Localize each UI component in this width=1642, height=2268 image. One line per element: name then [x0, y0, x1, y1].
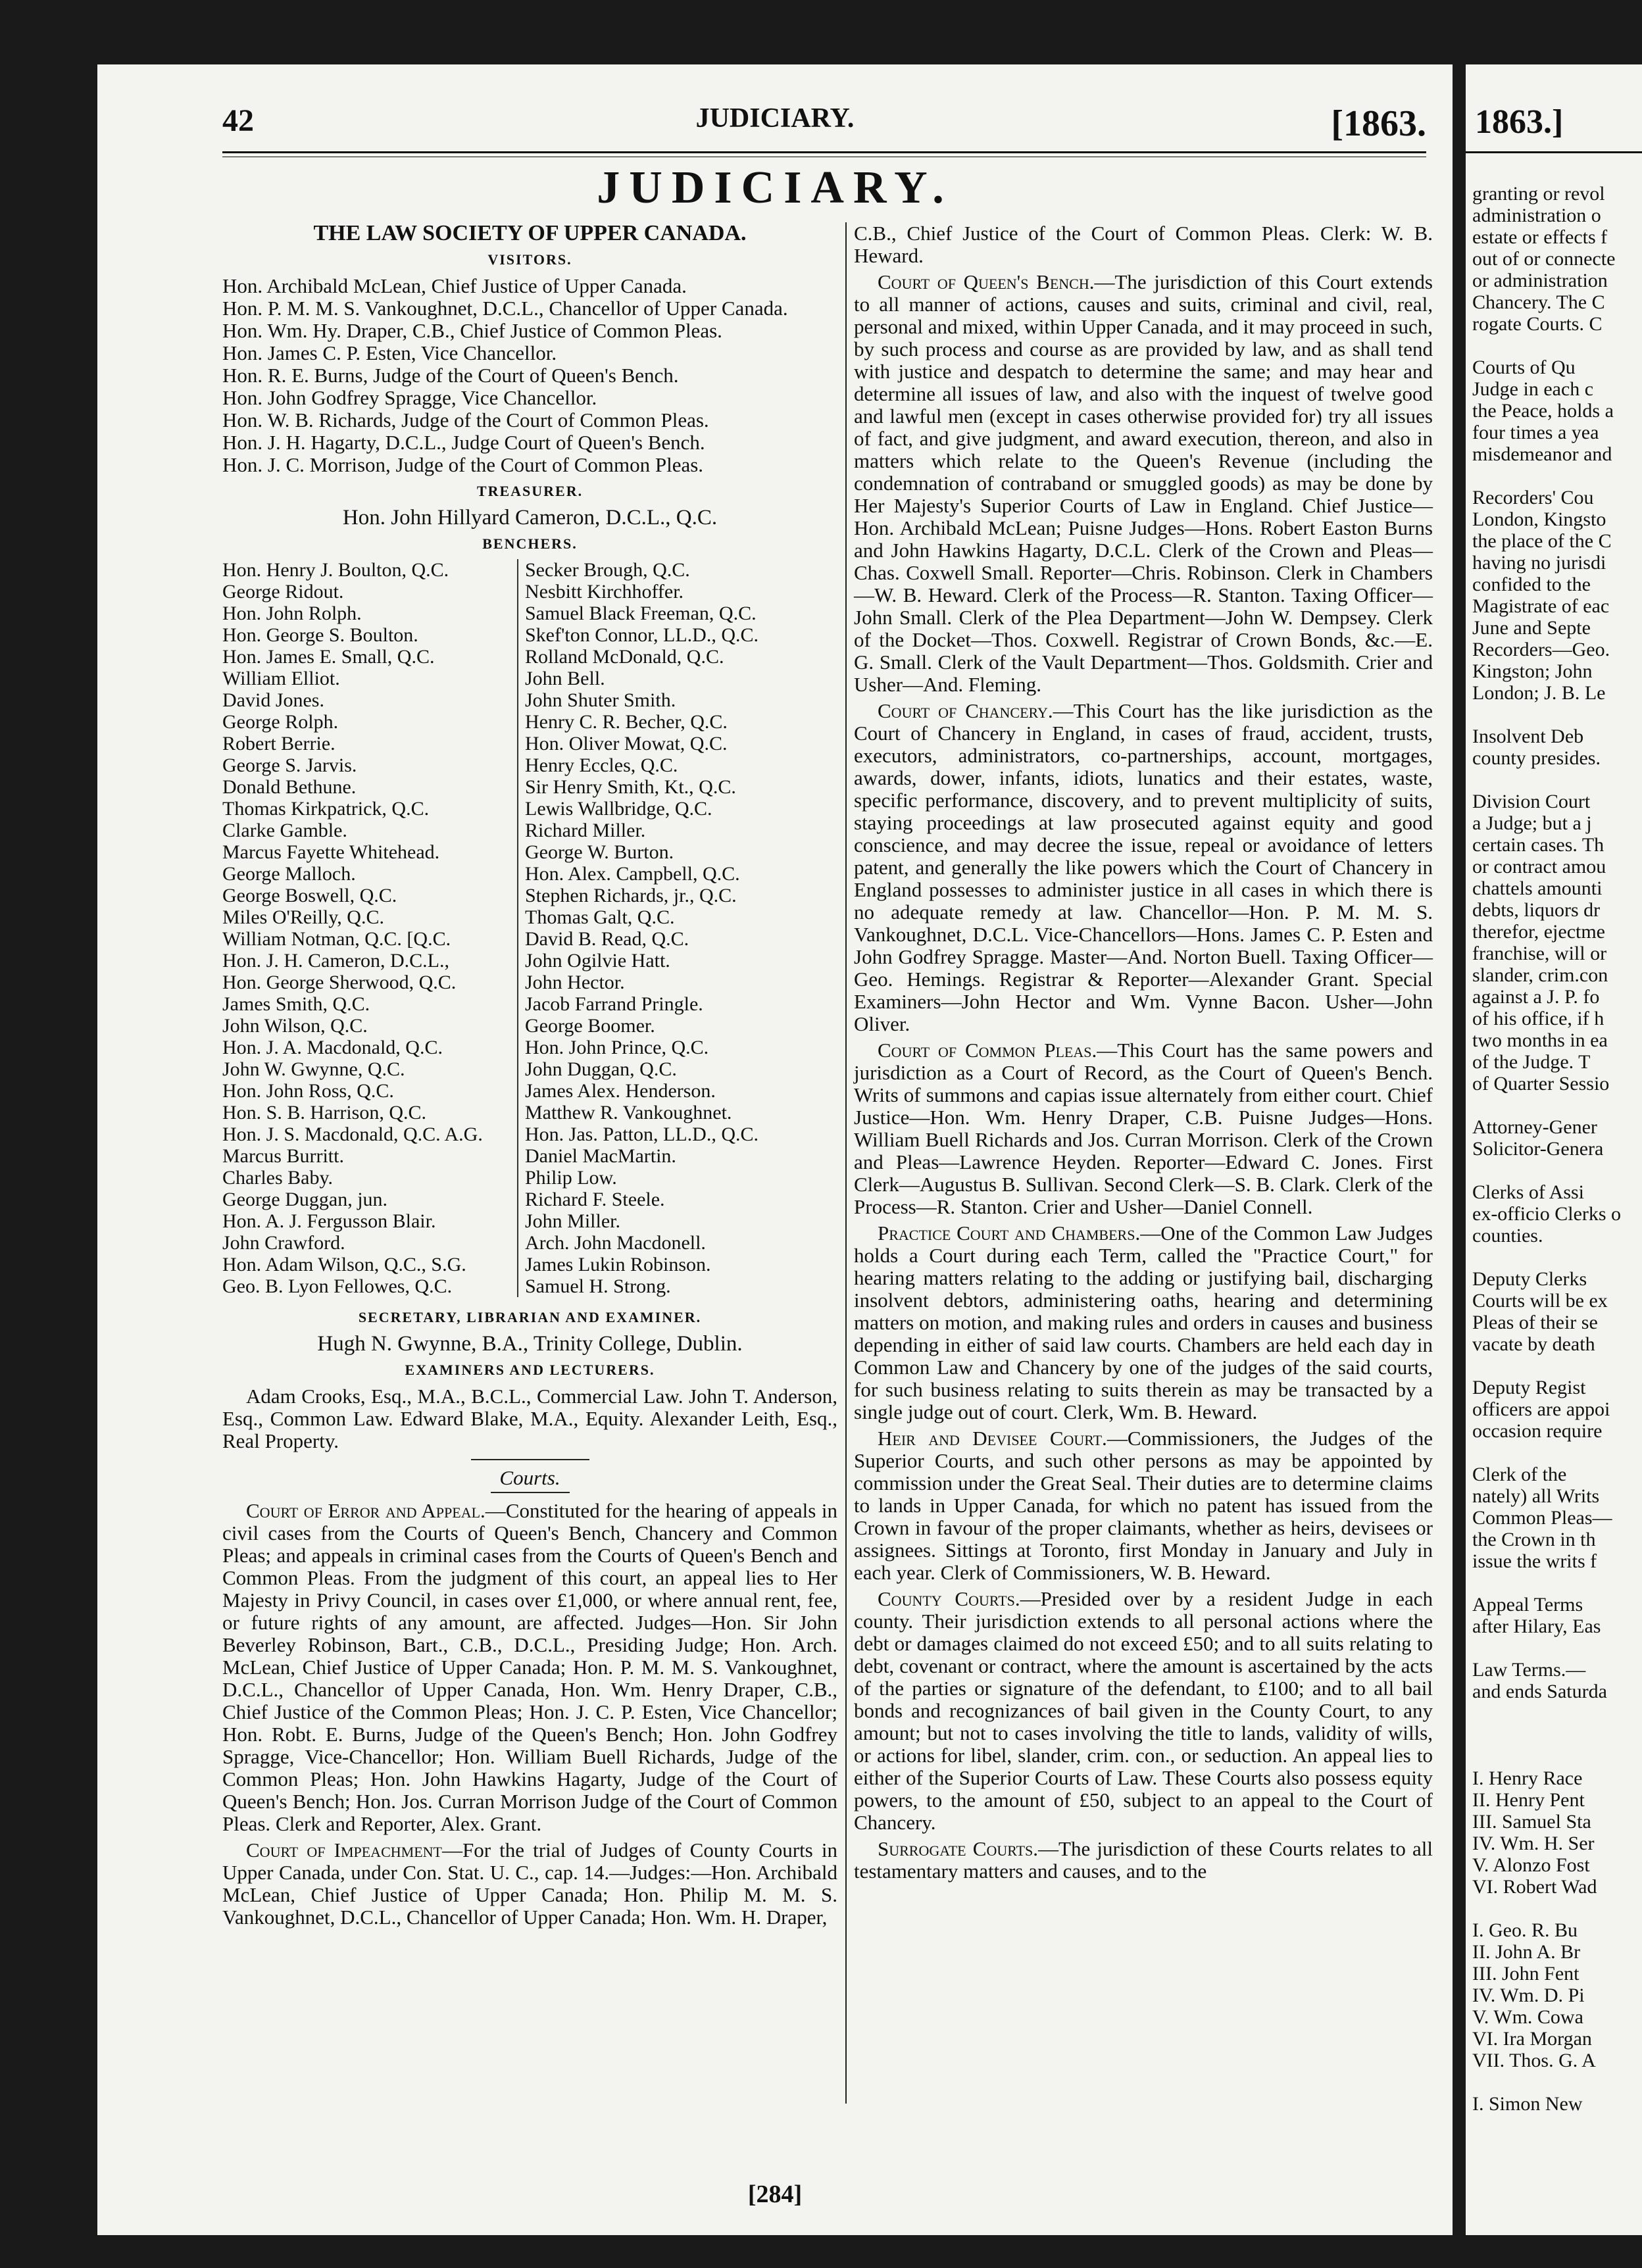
section-divider: [471, 1459, 589, 1460]
bencher-name: Richard Miller.: [525, 820, 646, 841]
examiners-heading: EXAMINERS AND LECTURERS.: [405, 1362, 655, 1378]
next-page-line: Magistrate of eac: [1472, 595, 1610, 617]
next-page-line: issue the writs f: [1472, 1550, 1597, 1572]
next-page-line: Attorney-Gener: [1472, 1116, 1597, 1138]
next-page-line: Pleas of their se: [1472, 1312, 1598, 1333]
bencher-name: John Duggan, Q.C.: [525, 1058, 677, 1080]
next-page-line: Solicitor-Genera: [1472, 1138, 1604, 1160]
bencher-name: Samuel Black Freeman, Q.C.: [525, 603, 757, 624]
header-rule: [222, 151, 1426, 153]
next-page-line: Clerk of the: [1472, 1464, 1567, 1485]
next-page-line: Deputy Clerks: [1472, 1268, 1587, 1290]
next-page-line: Judge in each c: [1472, 378, 1594, 400]
courts-heading-rule: [491, 1492, 570, 1493]
bencher-name: Hon. J. A. Macdonald, Q.C.: [222, 1037, 443, 1058]
next-page-line: four times a yea: [1472, 422, 1599, 443]
bencher-name: Daniel MacMartin.: [525, 1145, 676, 1167]
bencher-name: Hon. Alex. Campbell, Q.C.: [525, 863, 740, 885]
bencher-name: George Malloch.: [222, 863, 356, 885]
next-page-line: and ends Saturda: [1472, 1681, 1607, 1702]
court-name: Court of Chancery.: [878, 699, 1053, 722]
benchers-table: [222, 559, 837, 1297]
next-page-line: the Crown in th: [1472, 1529, 1596, 1550]
next-header-rule: [1466, 151, 1642, 153]
next-page-line: debts, liquors dr: [1472, 899, 1601, 921]
next-page-line: Appeal Terms: [1472, 1594, 1583, 1615]
bencher-name: Hon. George Sherwood, Q.C.: [222, 972, 457, 993]
bencher-name: Hon. George S. Boulton.: [222, 624, 418, 646]
secretary-heading: SECRETARY, LIBRARIAN AND EXAMINER.: [358, 1309, 702, 1325]
book-page: [97, 64, 1453, 2235]
next-page-line: certain cases. Th: [1472, 834, 1605, 856]
court-name: Court of Impeachment: [246, 1838, 442, 1861]
next-page-line: VI. Ira Morgan: [1472, 2028, 1592, 2050]
court-paragraph: [854, 1838, 1433, 1883]
next-page-line: II. John A. Br: [1472, 1941, 1581, 1963]
bencher-name: Henry Eccles, Q.C.: [525, 754, 678, 776]
bencher-name: Lewis Wallbridge, Q.C.: [525, 798, 712, 820]
bencher-name: John Miller.: [525, 1210, 621, 1232]
next-page-line: nately) all Writs: [1472, 1485, 1600, 1507]
court-text: —The jurisdiction of this Court extends to all manner of actions, causes and suits, criminal and civil, real, personal and mixed, within Upper Canada, and it may proceed in such, by such process and course as are provided by law, and as shall tend with justice and despatch to determine the same; and may hear and determine all issues of law, and also with the inquest of twelve good and lawful men (except in cases otherwise provided for) try all issues of fact, and give judgment, and award execution, thereon, and also in matters which relate to the Queen's Revenue (including the condemnation of contraband or smuggled goods) as may be done by Her Majesty's Superior Courts of Law in England. Chief Justice—Hon. Archibald McLean; Puisne Judges—Hons. Robert Easton Burns and John Hawkins Hagarty, D.C.L. Clerk of the Crown and Pleas—Chas. Coxwell Small. Reporter—Chris. Robinson. Clerk in Chambers—W. B. Heward. Clerk of the Process—R. Stanton. Taxing Officer—John Small. Clerk of the Plea Department—John W. Dempsey. Clerk of the Docket—Thos. Coxwell. Registrar of Crown Bonds, &c.—E. G. Small. Clerk of the Vault Department—Thos. Goldsmith. Crier and Usher—And. Fleming.: [854, 270, 1433, 696]
bencher-name: Nesbitt Kirchhoffer.: [525, 581, 684, 603]
visitor-entry: Hon. R. E. Burns, Judge of the Court of Queen's Bench.: [222, 364, 679, 387]
bencher-name: Marcus Fayette Whitehead.: [222, 841, 440, 863]
next-page-line: two months in ea: [1472, 1029, 1608, 1051]
bencher-name: George Boomer.: [525, 1015, 655, 1037]
next-page-line: Insolvent Deb: [1472, 726, 1584, 747]
next-page-line: VI. Robert Wad: [1472, 1876, 1597, 1898]
bencher-name: John Shuter Smith.: [525, 689, 676, 711]
court-paragraph: [222, 1500, 837, 1835]
next-page-line: occasion require: [1472, 1420, 1603, 1442]
bencher-name: Miles O'Reilly, Q.C.: [222, 906, 384, 928]
next-page-line: after Hilary, Eas: [1472, 1615, 1601, 1637]
next-page-line: ex-officio Clerks o: [1472, 1203, 1622, 1225]
next-page-line: London; J. B. Le: [1472, 682, 1606, 704]
court-text: —This Court has the same powers and jurisdiction as a Court of Record, as the Court of Queen's Bench. Writs of summons and capias issue alternately from either court. Chief Justice—Hon. Wm. Henry Draper, C.B. Puisne Judges—Hons. William Buell Richards and Jos. Curran Morrison. Clerk of the Crown and Pleas—Lawrence Heyden. Reporter—Edward C. Jones. First Clerk—Augustus B. Sullivan. Second Clerk—S. B. Clark. Clerk of the Process—R. Stanton. Crier and Usher—Daniel Connell.: [854, 1039, 1433, 1218]
bencher-name: Richard F. Steele.: [525, 1189, 665, 1210]
bencher-name: John Hector.: [525, 972, 625, 993]
bencher-name: Secker Brough, Q.C.: [525, 559, 690, 581]
next-header-year: 1863.]: [1475, 103, 1564, 141]
next-page-line: granting or revol: [1472, 183, 1605, 205]
visitor-entry: Hon. J. C. Morrison, Judge of the Court of Common Pleas.: [222, 453, 704, 476]
bencher-name: Skef'ton Connor, LL.D., Q.C.: [525, 624, 759, 646]
visitors-heading: VISITORS.: [487, 251, 572, 268]
page-number: 42: [222, 103, 254, 138]
next-page-line: Deputy Regist: [1472, 1377, 1586, 1398]
bencher-name: James Alex. Henderson.: [525, 1080, 716, 1102]
next-page-line: out of or connecte: [1472, 248, 1616, 270]
next-page-line: estate or effects f: [1472, 226, 1608, 248]
bencher-name: Thomas Galt, Q.C.: [525, 906, 675, 928]
bencher-name: John Crawford.: [222, 1232, 345, 1254]
court-paragraph: [854, 271, 1433, 696]
secretary-name: Hugh N. Gwynne, B.A., Trinity College, Dublin.: [317, 1332, 743, 1356]
bencher-name: Clarke Gamble.: [222, 820, 347, 841]
next-page-fragment: [1466, 64, 1642, 2235]
visitor-entry: Hon. J. H. Hagarty, D.C.L., Judge Court of Queen's Bench.: [222, 431, 705, 454]
bencher-name: William Elliot.: [222, 668, 340, 689]
visitor-entry: Hon. P. M. M. S. Vankoughnet, D.C.L., Chancellor of Upper Canada.: [222, 297, 788, 320]
visitors-list: [222, 275, 837, 476]
next-page-line: rogate Courts. C: [1472, 313, 1603, 335]
court-text: —For the trial of Judges of County Courts in Upper Canada, under Con. Stat. U. C., cap. 14.—Judges:—Hon. Archibald McLean, Chief Justice of Upper Canada; Hon. Philip M. M. S. Vankoughnet, D.C.L., Chancellor of Upper Canada; Hon. Wm. H. Draper,: [222, 1838, 837, 1929]
next-page-line: Kingston; John: [1472, 660, 1593, 682]
next-page-line: Courts of Qu: [1472, 357, 1576, 378]
next-page-line: confided to the: [1472, 574, 1591, 595]
bencher-name: Rolland McDonald, Q.C.: [525, 646, 724, 668]
next-page-line: vacate by death: [1472, 1333, 1595, 1355]
next-page-line: III. Samuel Sta: [1472, 1811, 1591, 1833]
right-column: [854, 222, 1433, 1886]
court-text: —Presided over by a resident Judge in each county. Their jurisdiction extends to all personal actions where the debt or damages claimed do not exceed £50; and to all suits relating to debt, covenant or contract, where the amount is ascertained by the acts of the parties or signature of the defendant, to £100; and to all bail bonds and recognizances of bail given in the County Court, to any amount; but not to cases involving the title to lands, validity of wills, or actions for libel, slander, crim. con., or seduction. An appeal lies to either of the Superior Courts of Law. These Courts also possess equity powers, to the amount of £50, subject to an appeal to the Court of Chancery.: [854, 1587, 1433, 1834]
next-page-line: I. Geo. R. Bu: [1472, 1919, 1578, 1941]
next-page-line: or administration: [1472, 270, 1608, 291]
bencher-name: Hon. Oliver Mowat, Q.C.: [525, 733, 728, 754]
bencher-name: George Rolph.: [222, 711, 339, 733]
court-name: Court of Queen's Bench.: [878, 270, 1095, 293]
bencher-name: Geo. B. Lyon Fellowes, Q.C.: [222, 1275, 453, 1297]
court-paragraph: [854, 222, 1433, 267]
running-title: JUDICIARY.: [695, 103, 855, 134]
courts-heading: Courts.: [499, 1466, 560, 1489]
court-paragraph: [854, 1039, 1433, 1218]
benchers-heading: BENCHERS.: [482, 535, 578, 552]
next-page-line: II. Henry Pent: [1472, 1789, 1585, 1811]
court-text: —Constituted for the hearing of appeals in civil cases from the Courts of Queen's Bench, Chancery and Common Pleas; and appeals in criminal cases from the Courts of Queen's Bench and Common Pleas. From the judgment of this court, an appeal lies to Her Majesty in Privy Council, in cases over £1,000, or where annual rent, fee, or future rights of any amount, are affected. Judges—Hon. Sir John Beverley Robinson, Bart., C.B., D.C.L., Presiding Judge; Hon. Arch. McLean, Chief Justice of Upper Canada; Hon. P. M. M. S. Vankoughnet, D.C.L., Chancellor of Upper Canada, Hon. Wm. Henry Draper, C.B., Chief Justice of the Common Pleas; Hon. J. C. P. Esten, Vice Chancellor; Hon. Robt. E. Burns, Judge of the Queen's Bench; Hon. John Godfrey Spragge, Vice-Chancellor; Hon. William Buell Richards, Judge of the Common Pleas; Hon. John Hawkins Hagarty, Judge of the Court of Queen's Bench; Hon. Jos. Curran Morrison Judge of the Court of Common Pleas. Clerk and Reporter, Alex. Grant.: [222, 1499, 837, 1835]
next-page-line: of Quarter Sessio: [1472, 1073, 1610, 1095]
court-name: Surrogate Courts.: [878, 1837, 1039, 1860]
court-name: Court of Common Pleas.: [878, 1039, 1097, 1062]
bencher-name: John Ogilvie Hatt.: [525, 950, 670, 972]
benchers-right-column: [518, 559, 828, 1297]
next-page-line: V. Alonzo Fost: [1472, 1854, 1590, 1876]
courts-left-list: [222, 1500, 837, 1929]
page-folio: [284]: [747, 2181, 803, 2208]
visitor-entry: Hon. James C. P. Esten, Vice Chancellor.: [222, 341, 557, 364]
header-year: [1863.: [1331, 103, 1426, 144]
court-text: —One of the Common Law Judges holds a Court during each Term, called the "Practice Court," for hearing matters relating to the adding or justifying bail, discharging insolvent debtors, administering oaths, hearing and determining matters on motion, and making rules and orders in causes and business depending in either of said law courts. Chambers are held each day in Common Law and Chancery by one of the judges of the said courts, for such business relating to suits therein as may be transacted by a single judge out of court. Clerk, Wm. B. Heward.: [854, 1221, 1433, 1423]
bencher-name: John W. Gwynne, Q.C.: [222, 1058, 405, 1080]
bencher-name: Stephen Richards, jr., Q.C.: [525, 885, 737, 906]
bencher-name: Charles Baby.: [222, 1167, 334, 1189]
court-text: C.B., Chief Justice of the Court of Common Pleas. Clerk: W. B. Heward.: [854, 222, 1433, 267]
next-page-line: or contract amou: [1472, 856, 1606, 877]
visitor-entry: Hon. W. B. Richards, Judge of the Court of Common Pleas.: [222, 408, 709, 431]
visitor-entry: Hon. Wm. Hy. Draper, C.B., Chief Justice of Common Pleas.: [222, 319, 722, 342]
bencher-name: David B. Read, Q.C.: [525, 928, 689, 950]
bencher-name: George W. Burton.: [525, 841, 674, 863]
next-page-line: Chancery. The C: [1472, 291, 1605, 313]
next-page-line: administration o: [1472, 205, 1601, 226]
next-page-line: of the Judge. T: [1472, 1051, 1591, 1073]
court-paragraph: [854, 1222, 1433, 1423]
bencher-name: James Smith, Q.C.: [222, 993, 370, 1015]
bencher-name: Robert Berrie.: [222, 733, 336, 754]
bencher-name: Hon. J. H. Cameron, D.C.L.,: [222, 950, 449, 972]
court-paragraph: [854, 1588, 1433, 1834]
next-page-line: county presides.: [1472, 747, 1601, 769]
next-page-line: having no jurisdi: [1472, 552, 1606, 574]
next-page-line: Clerks of Assi: [1472, 1181, 1585, 1203]
court-paragraph: [222, 1839, 837, 1929]
bencher-name: Hon. A. J. Fergusson Blair.: [222, 1210, 436, 1232]
next-page-line: June and Septe: [1472, 617, 1591, 639]
next-page-line: Courts will be ex: [1472, 1290, 1608, 1312]
next-page-line: officers are appoi: [1472, 1398, 1610, 1420]
bencher-name: Samuel H. Strong.: [525, 1275, 671, 1297]
next-page-line: slander, crim.con: [1472, 964, 1608, 986]
court-text: —This Court has the like jurisdiction as the Court of Chancery in England, in cases of fraud, accident, trusts, executors, administrators, co-partnerships, account, mortgages, awards, dower, infants, idiots, lunatics and their estates, waste, specific performance, discovery, and to prevent multiplicity of suits, staying proceedings at law prosecuted against equity and good conscience, and may decree the issue, repeal or avoidance of letters patent, and generally the like powers which the Court of Chancery in England possesses to administer justice in all cases in which there is no adequate remedy at law. Chancellor—Hon. P. M. M. S. Vankoughnet, D.C.L. Vice-Chancellors—Hons. James C. P. Esten and John Godfrey Spragge. Master—And. Norton Buell. Taxing Officer—Geo. Hemings. Registrar & Reporter—Alexander Grant. Special Examiners—John Hector and Wm. Vynne Bacon. Usher—John Oliver.: [854, 699, 1433, 1035]
next-page-line: franchise, will or: [1472, 943, 1607, 964]
bencher-name: George Ridout.: [222, 581, 344, 603]
bencher-name: George Duggan, jun.: [222, 1189, 388, 1210]
court-name: Heir and Devisee Court.: [878, 1427, 1107, 1450]
next-page-line: therefor, ejectme: [1472, 921, 1606, 943]
bencher-name: Matthew R. Vankoughnet.: [525, 1102, 732, 1123]
court-name: Court of Error and Appeal.: [246, 1499, 485, 1522]
next-page-line: a Judge; but a j: [1472, 812, 1592, 834]
next-page-line: of his office, if h: [1472, 1008, 1605, 1029]
next-page-line: misdemeanor and: [1472, 443, 1612, 465]
next-page-line: the Peace, holds a: [1472, 400, 1614, 422]
visitor-entry: Hon. Archibald McLean, Chief Justice of Upper Canada.: [222, 274, 687, 297]
bencher-name: Hon. Adam Wilson, Q.C., S.G.: [222, 1254, 466, 1275]
next-page-line: London, Kingsto: [1472, 508, 1606, 530]
benchers-left-column: [222, 559, 518, 1297]
next-page-line: V. Wm. Cowa: [1472, 2006, 1583, 2028]
bencher-name: Philip Low.: [525, 1167, 617, 1189]
bencher-name: Sir Henry Smith, Kt., Q.C.: [525, 776, 736, 798]
bencher-name: Hon. James E. Small, Q.C.: [222, 646, 435, 668]
bencher-name: Hon. John Rolph.: [222, 603, 362, 624]
treasurer-name: Hon. John Hillyard Cameron, D.C.L., Q.C.: [342, 506, 718, 530]
next-page-line: the place of the C: [1472, 530, 1612, 552]
next-page-line: chattels amounti: [1472, 877, 1603, 899]
next-page-line: Division Court: [1472, 791, 1591, 812]
bencher-name: James Lukin Robinson.: [525, 1254, 711, 1275]
court-name: County Courts.: [878, 1587, 1020, 1610]
bencher-name: Donald Bethune.: [222, 776, 357, 798]
next-page-line: Law Terms.—: [1472, 1659, 1586, 1681]
next-page-line: Recorders—Geo.: [1472, 639, 1610, 660]
next-page-line: Recorders' Cou: [1472, 487, 1594, 508]
court-paragraph: [854, 700, 1433, 1035]
court-text: —The jurisdiction of these Courts relates to all testamentary matters and causes, and to the: [854, 1837, 1433, 1883]
left-column: [222, 222, 837, 1933]
next-page-line: IV. Wm. H. Ser: [1472, 1833, 1595, 1854]
bencher-name: Thomas Kirkpatrick, Q.C.: [222, 798, 430, 820]
court-paragraph: [854, 1427, 1433, 1584]
next-page-line: counties.: [1472, 1225, 1543, 1246]
bencher-name: Henry C. R. Becher, Q.C.: [525, 711, 728, 733]
column-rule: [845, 222, 847, 2104]
law-society-heading: THE LAW SOCIETY OF UPPER CANADA.: [313, 221, 747, 245]
bencher-name: Hon. John Ross, Q.C.: [222, 1080, 394, 1102]
bencher-name: John Wilson, Q.C.: [222, 1015, 368, 1037]
next-page-line: I. Simon New: [1472, 2093, 1583, 2115]
page-title: JUDICIARY.: [597, 162, 953, 213]
next-page-line: I. Henry Race: [1472, 1767, 1583, 1789]
bencher-name: David Jones.: [222, 689, 324, 711]
bencher-name: Hon. S. B. Harrison, Q.C.: [222, 1102, 427, 1123]
court-name: Practice Court and Chambers.: [878, 1221, 1141, 1245]
examiners-text: Adam Crooks, Esq., M.A., B.C.L., Commercial Law. John T. Anderson, Esq., Common Law. Edward Blake, M.A., Equity. Alexander Leith, Esq., Real Property.: [222, 1385, 837, 1452]
bencher-name: Hon. Jas. Patton, LL.D., Q.C.: [525, 1123, 759, 1145]
next-page-line: VII. Thos. G. A: [1472, 2050, 1596, 2071]
bencher-name: Hon. J. S. Macdonald, Q.C. A.G.: [222, 1123, 483, 1145]
bencher-name: Marcus Burritt.: [222, 1145, 344, 1167]
bencher-name: George Boswell, Q.C.: [222, 885, 397, 906]
bencher-name: John Bell.: [525, 668, 605, 689]
visitor-entry: Hon. John Godfrey Spragge, Vice Chancellor.: [222, 386, 597, 409]
bencher-name: William Notman, Q.C. [Q.C.: [222, 928, 451, 950]
bencher-name: Hon. Henry J. Boulton, Q.C.: [222, 559, 449, 581]
court-text: —Commissioners, the Judges of the Superior Courts, and such other persons as may be appointed by commission under the Great Seal. Their duties are to determine claims to lands in Upper Canada, for which no patent has issued from the Crown in favour of the proper claimants, whether as heirs, devisees or assignees. Sittings at Toronto, first Monday in January and July in each year. Clerk of Commissioners, W. B. Heward.: [854, 1427, 1433, 1584]
bencher-name: George S. Jarvis.: [222, 754, 357, 776]
next-page-line: IV. Wm. D. Pi: [1472, 1985, 1585, 2006]
next-page-line: Common Pleas—: [1472, 1507, 1612, 1529]
next-page-line: III. John Fent: [1472, 1963, 1580, 1985]
next-page-line: against a J. P. fo: [1472, 986, 1600, 1008]
bencher-name: Jacob Farrand Pringle.: [525, 993, 703, 1015]
bencher-name: Arch. John Macdonell.: [525, 1232, 706, 1254]
bencher-name: Hon. John Prince, Q.C.: [525, 1037, 709, 1058]
treasurer-heading: TREASURER.: [476, 483, 584, 499]
